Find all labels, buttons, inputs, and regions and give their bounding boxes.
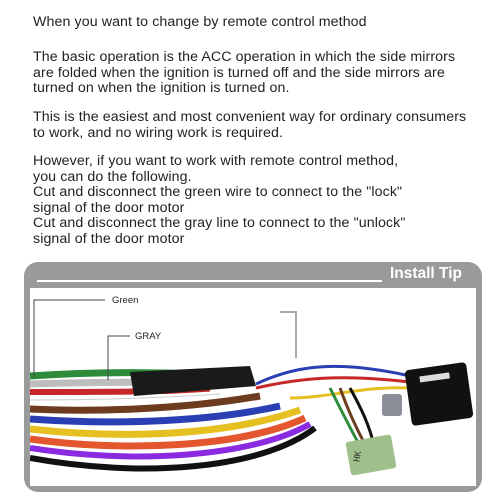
install-tip-title: Install Tip bbox=[389, 265, 462, 282]
wiring-harness-photo bbox=[30, 288, 476, 486]
connector-text: HK bbox=[352, 450, 365, 463]
instruction-line: Cut and disconnect the gray line to connect to the "unlock" bbox=[33, 215, 406, 232]
wiring-harness-illustration bbox=[30, 288, 476, 486]
instruction-line: signal of the door motor bbox=[33, 199, 185, 216]
instruction-line: However, if you want to work with remote control method, bbox=[33, 153, 399, 169]
small-connector bbox=[382, 394, 402, 416]
bracket-line bbox=[280, 312, 296, 358]
instruction-line: Cut and disconnect the green wire to connect to the "lock" bbox=[33, 184, 403, 201]
easiest-way-text: This is the easiest and most convenient way for ordinary consumers to work, and no wiring work is required. bbox=[33, 109, 467, 141]
heading-remote-method bbox=[33, 15, 478, 31]
module-wire-blue bbox=[256, 366, 410, 384]
basic-operation-text: The basic operation is the ACC operation in which the side mirrors are folded when the ignition is turned off and the side mirrors are turned on when the ignition is turned on. bbox=[33, 49, 456, 97]
paragraph-basic-operation bbox=[33, 50, 478, 97]
control-module bbox=[404, 362, 473, 426]
green-label-leader bbox=[34, 300, 105, 378]
green-label: Green bbox=[112, 295, 139, 306]
paragraph-remote-instructions bbox=[33, 154, 478, 248]
instruction-line: signal of the door motor bbox=[33, 230, 185, 247]
gray-label: GRAY bbox=[135, 331, 162, 342]
instruction-line: you can do the following. bbox=[33, 168, 192, 185]
install-tip-card bbox=[24, 262, 482, 492]
heading-text: When you want to change by remote control method bbox=[33, 14, 367, 30]
title-underline bbox=[37, 280, 382, 282]
paragraph-easiest-way bbox=[33, 110, 478, 141]
module-wire-red bbox=[256, 378, 410, 388]
